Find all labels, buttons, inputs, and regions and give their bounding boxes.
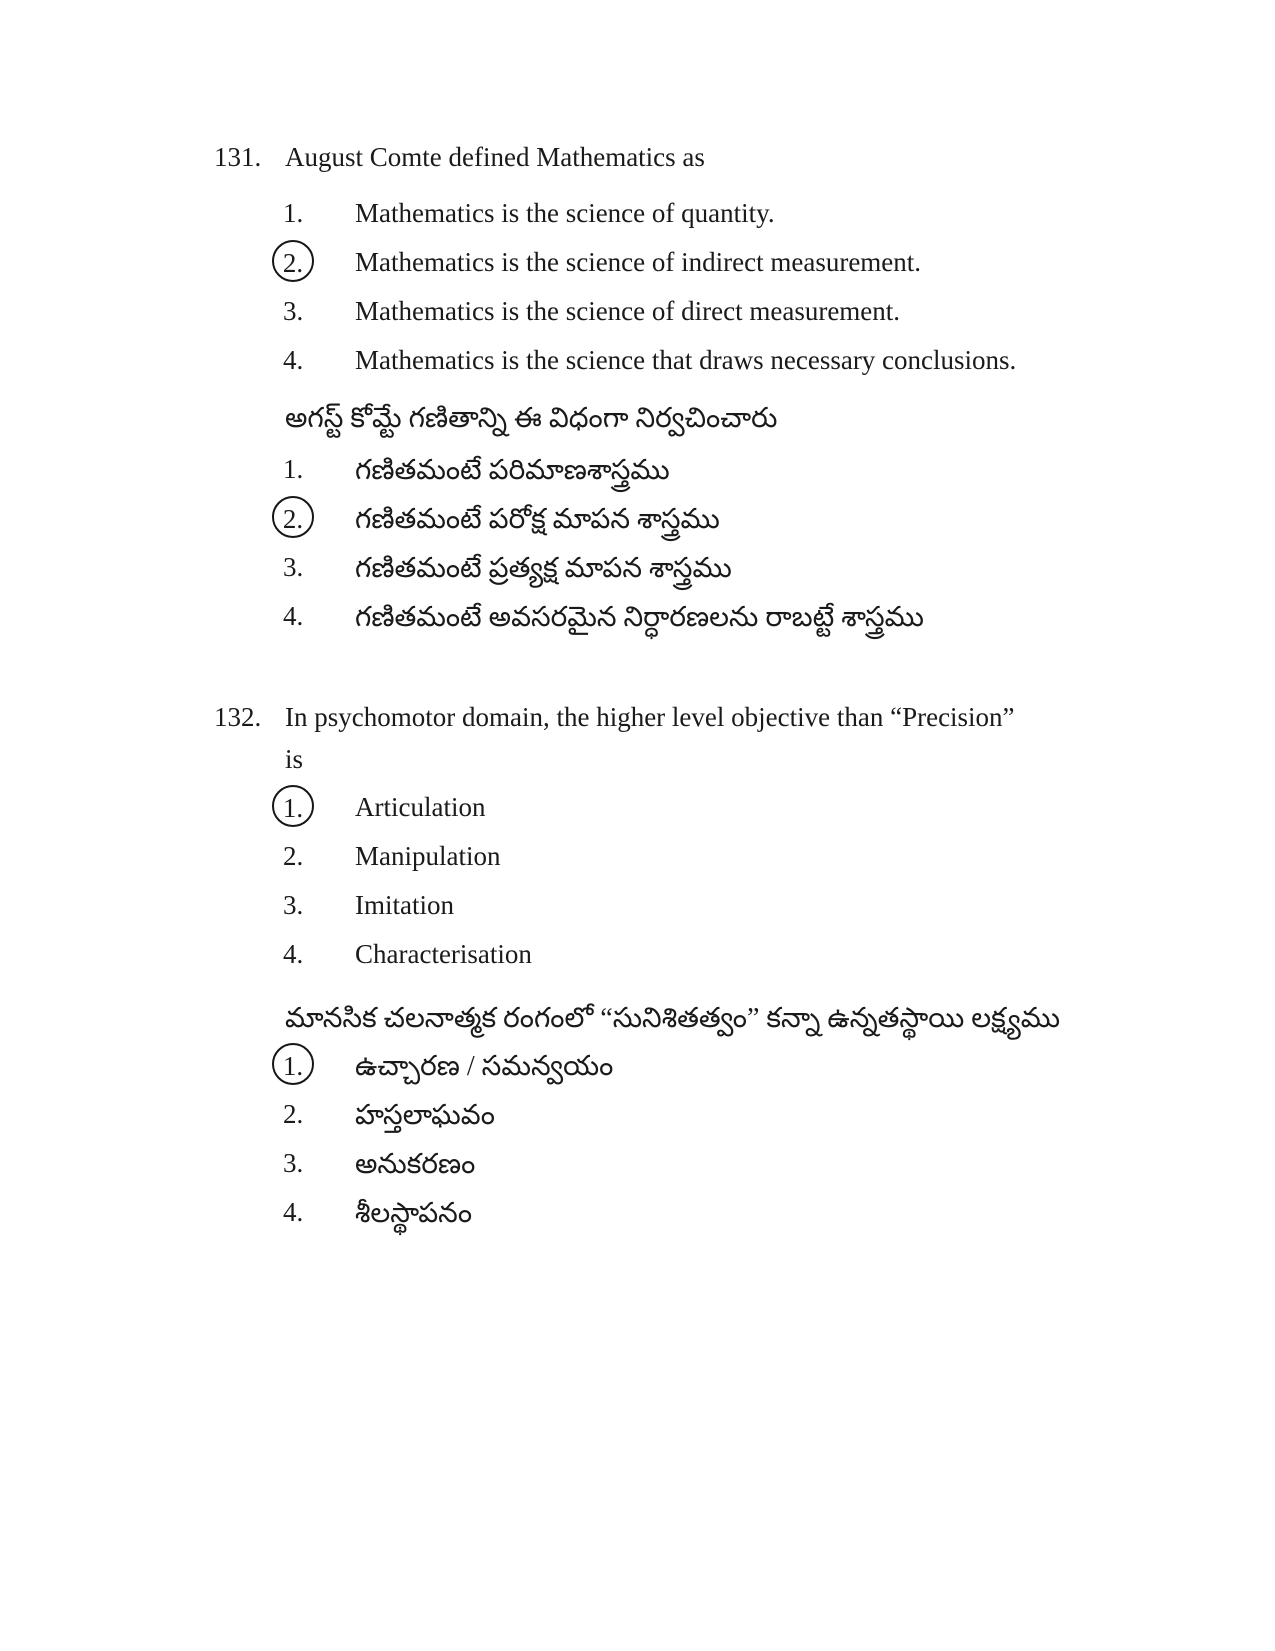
option-number-cell xyxy=(283,937,355,971)
option-row xyxy=(0,937,1275,986)
question-131-options-te xyxy=(0,452,1275,648)
option-label: అనుకరణం xyxy=(355,1149,476,1180)
option-number-cell xyxy=(283,196,355,230)
answer-circle: 1. xyxy=(272,785,314,827)
option-number: 4. xyxy=(283,345,304,375)
option-label: Mathematics is the science of direct measurement. xyxy=(355,296,901,326)
option-label: Mathematics is the science that draws necessary conclusions. xyxy=(355,345,1017,375)
option-number-cell xyxy=(283,888,355,922)
option-label: గణితమంటే అవసరమైన నిర్ధారణలను రాబట్టే శాస్త్రము xyxy=(355,602,924,633)
option-row xyxy=(0,550,1275,599)
option-row xyxy=(0,501,1275,550)
option-number-cell xyxy=(283,839,355,873)
option-row xyxy=(0,599,1275,648)
option-number: 4. xyxy=(283,939,304,969)
option-number-cell xyxy=(283,1097,355,1131)
option-row xyxy=(0,1097,1275,1146)
question-number: 131. xyxy=(214,142,262,172)
option-label: హస్తలాఘవం xyxy=(355,1100,495,1131)
option-label: Manipulation xyxy=(355,841,501,871)
option-label: Mathematics is the science of indirect measurement. xyxy=(355,247,922,277)
option-number: 2. xyxy=(283,841,304,871)
option-label: శీలస్థాపనం xyxy=(355,1198,473,1229)
option-number-cell xyxy=(283,1048,355,1085)
question-132-options-te xyxy=(0,1048,1275,1244)
answer-circle: 1. xyxy=(272,1043,314,1085)
question-text-te: అగస్ట్ కోమ్టే గణితాన్ని ఈ విధంగా నిర్వచించారు xyxy=(285,403,778,434)
question-132-header xyxy=(214,700,1030,780)
option-number-cell xyxy=(283,501,355,538)
option-number-cell xyxy=(283,790,355,827)
question-131-header xyxy=(214,140,1030,178)
option-number: 1. xyxy=(283,454,304,484)
option-row xyxy=(0,1048,1275,1097)
option-label: Mathematics is the science of quantity. xyxy=(355,198,775,228)
option-number-cell xyxy=(283,599,355,633)
option-number: 1. xyxy=(283,198,304,228)
option-number-cell xyxy=(283,1195,355,1229)
question-number: 132. xyxy=(214,702,262,732)
option-number: 2. xyxy=(283,1099,304,1129)
option-row xyxy=(0,294,1275,343)
option-label: ఉచ్చారణ / సమన్వయం xyxy=(355,1051,614,1082)
option-row xyxy=(0,245,1275,294)
question-132-options-en xyxy=(0,790,1275,986)
option-label: గణితమంటే పరోక్ష మాపన శాస్త్రము xyxy=(355,504,720,535)
option-number: 3. xyxy=(283,296,304,326)
question-text-te: మానసిక చలనాత్మక రంగంలో “సునిశితత్వం” కన్నా ఉన్నతస్థాయి లక్ష్యము xyxy=(285,1003,1061,1034)
option-row xyxy=(0,888,1275,937)
option-number: 4. xyxy=(283,1197,304,1227)
option-row xyxy=(0,790,1275,839)
option-label: Articulation xyxy=(355,792,486,822)
option-number-cell xyxy=(283,245,355,282)
option-number-cell xyxy=(283,550,355,584)
answer-circle: 2. xyxy=(272,240,314,282)
option-number-cell xyxy=(283,452,355,486)
option-number: 3. xyxy=(283,552,304,582)
option-number: 4. xyxy=(283,601,304,631)
option-row xyxy=(0,1146,1275,1195)
option-row xyxy=(0,343,1275,392)
option-label: గణితమంటే ప్రత్యక్ష మాపన శాస్త్రము xyxy=(355,553,732,584)
option-number-cell xyxy=(283,343,355,377)
option-row xyxy=(0,1195,1275,1244)
option-label: Characterisation xyxy=(355,939,532,969)
option-number: 3. xyxy=(283,890,304,920)
option-row xyxy=(0,839,1275,888)
option-label: Imitation xyxy=(355,890,454,920)
question-131-options-en xyxy=(0,196,1275,392)
question-text-en: August Comte defined Mathematics as xyxy=(285,142,705,172)
answer-circle: 2. xyxy=(272,496,314,538)
option-row xyxy=(0,196,1275,245)
option-number-cell xyxy=(283,294,355,328)
question-text-en: In psychomotor domain, the higher level objective than “Precision” is xyxy=(285,702,1015,774)
option-label: గణితమంటే పరిమాణశాస్త్రము xyxy=(355,455,670,486)
option-number: 3. xyxy=(283,1148,304,1178)
option-row xyxy=(0,452,1275,501)
option-number-cell xyxy=(283,1146,355,1180)
